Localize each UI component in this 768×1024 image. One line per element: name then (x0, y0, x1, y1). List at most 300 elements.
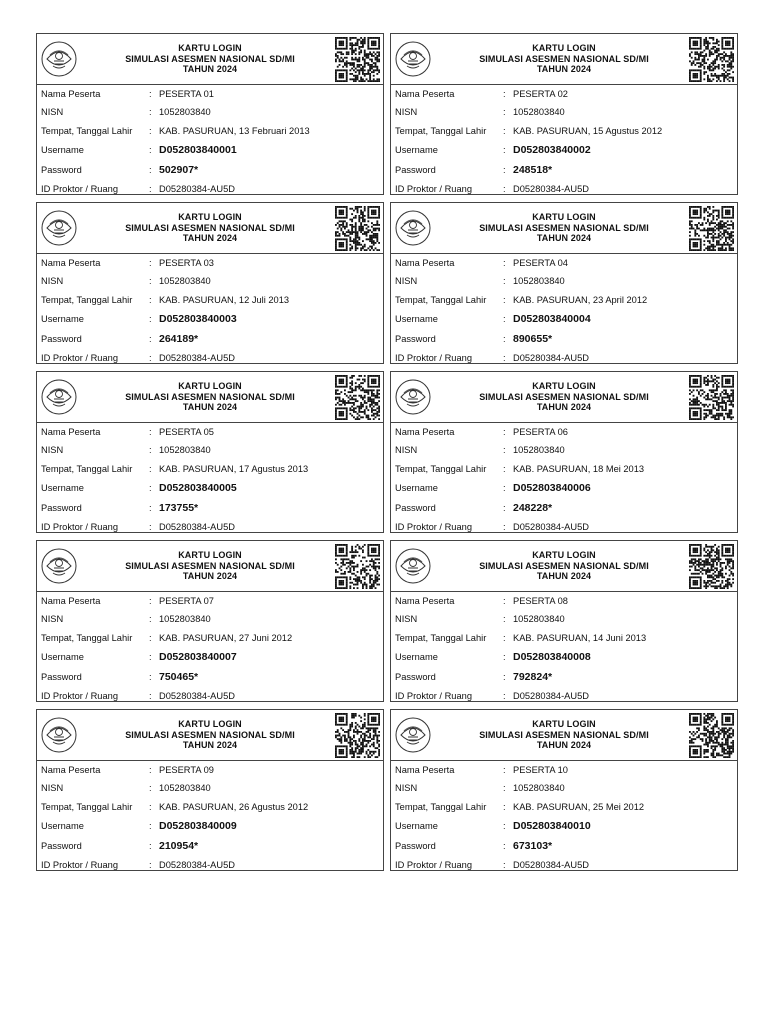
card-title-line1: KARTU LOGIN (178, 212, 242, 222)
label-nisn: NISN (395, 445, 418, 455)
value-tempat-tanggal-lahir: KAB. PASURUAN, 14 Juni 2013 (513, 633, 647, 643)
separator: : (503, 614, 506, 624)
field-password (395, 332, 733, 346)
card-title-line3: TAHUN 2024 (536, 64, 592, 74)
value-tempat-tanggal-lahir: KAB. PASURUAN, 23 April 2012 (513, 295, 648, 305)
card-title-line3: TAHUN 2024 (182, 402, 238, 412)
value-password: 248228* (513, 502, 553, 514)
separator: : (503, 445, 506, 455)
separator: : (149, 633, 152, 643)
card-title-line2: SIMULASI ASESMEN NASIONAL SD/MI (479, 729, 649, 740)
login-card (390, 371, 738, 533)
tut-wuri-handayani-logo-icon (41, 41, 77, 77)
field-nama-peserta (395, 425, 733, 439)
value-username: D052803840007 (159, 651, 237, 663)
field-nisn (395, 781, 733, 795)
field-username (41, 650, 379, 664)
label-nama-peserta: Nama Peserta (41, 89, 101, 99)
tut-wuri-handayani-logo-icon (395, 717, 431, 753)
card-title-line3: TAHUN 2024 (536, 571, 592, 581)
field-username (395, 819, 733, 833)
card-header (37, 203, 383, 254)
field-username (41, 312, 379, 326)
value-username: D052803840009 (159, 820, 237, 832)
field-nisn (395, 612, 733, 626)
field-id-proktor-ruang (41, 351, 379, 365)
label-id-proktor-ruang: ID Proktor / Ruang (41, 353, 118, 363)
field-tempat-tanggal-lahir (395, 293, 733, 307)
card-title (443, 719, 685, 751)
separator: : (149, 672, 152, 682)
separator: : (149, 483, 152, 493)
label-password: Password (395, 334, 436, 344)
label-username: Username (395, 314, 438, 324)
field-password (395, 163, 733, 177)
tut-wuri-handayani-logo-icon (395, 41, 431, 77)
field-nisn (41, 781, 379, 795)
value-tempat-tanggal-lahir: KAB. PASURUAN, 12 Juli 2013 (159, 295, 290, 305)
field-nisn (41, 105, 379, 119)
separator: : (149, 765, 152, 775)
separator: : (149, 165, 152, 175)
value-username: D052803840008 (513, 651, 591, 663)
label-password: Password (395, 672, 436, 682)
separator: : (149, 596, 152, 606)
qr-code-icon (335, 375, 380, 420)
separator: : (503, 522, 506, 532)
label-id-proktor-ruang: ID Proktor / Ruang (395, 353, 472, 363)
value-password: 750465* (159, 671, 199, 683)
separator: : (149, 614, 152, 624)
card-header (37, 710, 383, 761)
login-card (36, 202, 384, 364)
label-tempat-tanggal-lahir: Tempat, Tanggal Lahir (395, 633, 487, 643)
label-username: Username (41, 652, 84, 662)
field-username (41, 481, 379, 495)
label-nisn: NISN (41, 783, 64, 793)
separator: : (149, 295, 152, 305)
field-nama-peserta (395, 594, 733, 608)
value-id-proktor-ruang: D05280384-AU5D (159, 353, 235, 363)
field-username (395, 312, 733, 326)
card-title-line3: TAHUN 2024 (536, 740, 592, 750)
label-nisn: NISN (395, 276, 418, 286)
separator: : (149, 89, 152, 99)
label-id-proktor-ruang: ID Proktor / Ruang (395, 691, 472, 701)
label-nama-peserta: Nama Peserta (41, 765, 101, 775)
card-title-line3: TAHUN 2024 (182, 571, 238, 581)
card-title-line1: KARTU LOGIN (532, 381, 596, 391)
field-nama-peserta (41, 425, 379, 439)
card-title (89, 550, 331, 582)
field-password (395, 501, 733, 515)
label-password: Password (41, 503, 82, 513)
card-header (37, 372, 383, 423)
card-title-line1: KARTU LOGIN (532, 719, 596, 729)
value-nisn: 1052803840 (159, 276, 211, 286)
label-nama-peserta: Nama Peserta (41, 258, 101, 268)
field-password (395, 839, 733, 853)
value-id-proktor-ruang: D05280384-AU5D (513, 184, 589, 194)
field-password (41, 163, 379, 177)
separator: : (503, 596, 506, 606)
separator: : (503, 464, 506, 474)
field-password (41, 839, 379, 853)
qr-code-icon (335, 544, 380, 589)
field-id-proktor-ruang (395, 858, 733, 872)
card-title-line1: KARTU LOGIN (178, 43, 242, 53)
label-id-proktor-ruang: ID Proktor / Ruang (41, 184, 118, 194)
label-id-proktor-ruang: ID Proktor / Ruang (41, 691, 118, 701)
card-title-line2: SIMULASI ASESMEN NASIONAL SD/MI (125, 222, 295, 233)
value-username: D052803840005 (159, 482, 237, 494)
login-card (390, 709, 738, 871)
tut-wuri-handayani-logo-icon (41, 379, 77, 415)
label-nisn: NISN (395, 783, 418, 793)
card-title-line3: TAHUN 2024 (182, 740, 238, 750)
value-password: 792824* (513, 671, 553, 683)
tut-wuri-handayani-logo-icon (395, 548, 431, 584)
separator: : (503, 821, 506, 831)
field-password (41, 332, 379, 346)
label-nisn: NISN (41, 614, 64, 624)
qr-code-icon (335, 713, 380, 758)
separator: : (149, 314, 152, 324)
field-tempat-tanggal-lahir (41, 631, 379, 645)
separator: : (503, 691, 506, 701)
field-password (395, 670, 733, 684)
value-tempat-tanggal-lahir: KAB. PASURUAN, 25 Mei 2012 (513, 802, 645, 812)
value-password: 210954* (159, 840, 199, 852)
separator: : (149, 126, 152, 136)
card-title-line2: SIMULASI ASESMEN NASIONAL SD/MI (479, 391, 649, 402)
label-nisn: NISN (41, 445, 64, 455)
field-tempat-tanggal-lahir (395, 462, 733, 476)
label-nama-peserta: Nama Peserta (41, 427, 101, 437)
field-id-proktor-ruang (41, 858, 379, 872)
separator: : (503, 802, 506, 812)
label-password: Password (395, 841, 436, 851)
separator: : (503, 107, 506, 117)
card-header (391, 372, 737, 423)
card-header (37, 34, 383, 85)
value-username: D052803840010 (513, 820, 591, 832)
separator: : (503, 276, 506, 286)
value-nisn: 1052803840 (513, 276, 565, 286)
value-nama-peserta: PESERTA 09 (159, 765, 214, 775)
field-nama-peserta (41, 594, 379, 608)
field-tempat-tanggal-lahir (41, 800, 379, 814)
field-nisn (395, 105, 733, 119)
separator: : (503, 841, 506, 851)
value-password: 890655* (513, 333, 553, 345)
field-id-proktor-ruang (395, 689, 733, 703)
card-title (443, 43, 685, 75)
field-username (395, 481, 733, 495)
separator: : (503, 295, 506, 305)
label-nisn: NISN (41, 276, 64, 286)
card-title-line2: SIMULASI ASESMEN NASIONAL SD/MI (479, 560, 649, 571)
separator: : (149, 522, 152, 532)
card-header (391, 710, 737, 761)
value-nama-peserta: PESERTA 05 (159, 427, 214, 437)
field-password (41, 670, 379, 684)
field-nisn (41, 274, 379, 288)
separator: : (503, 652, 506, 662)
value-username: D052803840002 (513, 144, 591, 156)
value-id-proktor-ruang: D05280384-AU5D (513, 691, 589, 701)
card-title (89, 212, 331, 244)
qr-code-icon (689, 206, 734, 251)
field-nama-peserta (41, 256, 379, 270)
label-tempat-tanggal-lahir: Tempat, Tanggal Lahir (41, 633, 133, 643)
value-tempat-tanggal-lahir: KAB. PASURUAN, 27 Juni 2012 (159, 633, 293, 643)
value-id-proktor-ruang: D05280384-AU5D (159, 691, 235, 701)
label-id-proktor-ruang: ID Proktor / Ruang (41, 860, 118, 870)
field-username (41, 819, 379, 833)
label-tempat-tanggal-lahir: Tempat, Tanggal Lahir (395, 802, 487, 812)
field-username (41, 143, 379, 157)
card-title (89, 43, 331, 75)
login-card (390, 33, 738, 195)
tut-wuri-handayani-logo-icon (395, 210, 431, 246)
field-tempat-tanggal-lahir (41, 462, 379, 476)
separator: : (149, 841, 152, 851)
label-nisn: NISN (395, 107, 418, 117)
field-nisn (395, 443, 733, 457)
separator: : (503, 860, 506, 870)
label-password: Password (395, 165, 436, 175)
separator: : (503, 334, 506, 344)
value-password: 248518* (513, 164, 553, 176)
card-title-line1: KARTU LOGIN (532, 550, 596, 560)
card-title-line1: KARTU LOGIN (532, 43, 596, 53)
field-nisn (41, 612, 379, 626)
value-id-proktor-ruang: D05280384-AU5D (513, 522, 589, 532)
card-title-line2: SIMULASI ASESMEN NASIONAL SD/MI (125, 53, 295, 64)
card-title (443, 550, 685, 582)
card-title-line2: SIMULASI ASESMEN NASIONAL SD/MI (125, 560, 295, 571)
value-password: 173755* (159, 502, 199, 514)
separator: : (149, 445, 152, 455)
field-username (395, 650, 733, 664)
value-username: D052803840001 (159, 144, 237, 156)
separator: : (503, 633, 506, 643)
value-id-proktor-ruang: D05280384-AU5D (513, 353, 589, 363)
separator: : (149, 802, 152, 812)
separator: : (503, 672, 506, 682)
value-username: D052803840003 (159, 313, 237, 325)
card-header (391, 34, 737, 85)
tut-wuri-handayani-logo-icon (41, 210, 77, 246)
card-title-line1: KARTU LOGIN (532, 212, 596, 222)
separator: : (503, 165, 506, 175)
login-card (390, 202, 738, 364)
separator: : (503, 145, 506, 155)
field-tempat-tanggal-lahir (41, 293, 379, 307)
value-nisn: 1052803840 (513, 783, 565, 793)
label-username: Username (395, 821, 438, 831)
tut-wuri-handayani-logo-icon (41, 717, 77, 753)
value-tempat-tanggal-lahir: KAB. PASURUAN, 26 Agustus 2012 (159, 802, 309, 812)
label-nama-peserta: Nama Peserta (395, 765, 455, 775)
separator: : (149, 691, 152, 701)
separator: : (503, 427, 506, 437)
card-title-line2: SIMULASI ASESMEN NASIONAL SD/MI (479, 222, 649, 233)
separator: : (149, 353, 152, 363)
value-id-proktor-ruang: D05280384-AU5D (159, 860, 235, 870)
field-tempat-tanggal-lahir (41, 124, 379, 138)
field-id-proktor-ruang (395, 182, 733, 196)
separator: : (503, 483, 506, 493)
label-nisn: NISN (41, 107, 64, 117)
field-id-proktor-ruang (41, 182, 379, 196)
label-nama-peserta: Nama Peserta (395, 258, 455, 268)
label-tempat-tanggal-lahir: Tempat, Tanggal Lahir (395, 464, 487, 474)
value-nama-peserta: PESERTA 10 (513, 765, 568, 775)
card-title-line3: TAHUN 2024 (536, 402, 592, 412)
label-tempat-tanggal-lahir: Tempat, Tanggal Lahir (41, 464, 133, 474)
field-nama-peserta (395, 256, 733, 270)
label-nama-peserta: Nama Peserta (395, 89, 455, 99)
card-header (391, 203, 737, 254)
card-title-line1: KARTU LOGIN (178, 550, 242, 560)
separator: : (149, 184, 152, 194)
separator: : (149, 821, 152, 831)
value-nisn: 1052803840 (513, 107, 565, 117)
value-id-proktor-ruang: D05280384-AU5D (159, 522, 235, 532)
qr-code-icon (689, 375, 734, 420)
login-card-sheet (36, 33, 738, 871)
label-password: Password (41, 841, 82, 851)
card-title (443, 212, 685, 244)
field-tempat-tanggal-lahir (395, 124, 733, 138)
label-id-proktor-ruang: ID Proktor / Ruang (395, 522, 472, 532)
qr-code-icon (689, 713, 734, 758)
separator: : (149, 783, 152, 793)
field-password (41, 501, 379, 515)
value-nisn: 1052803840 (159, 783, 211, 793)
value-id-proktor-ruang: D05280384-AU5D (513, 860, 589, 870)
separator: : (503, 258, 506, 268)
card-title (89, 381, 331, 413)
label-username: Username (395, 652, 438, 662)
separator: : (149, 258, 152, 268)
value-nama-peserta: PESERTA 04 (513, 258, 568, 268)
login-card (36, 540, 384, 702)
separator: : (149, 503, 152, 513)
qr-code-icon (689, 544, 734, 589)
value-nama-peserta: PESERTA 02 (513, 89, 568, 99)
card-title-line3: TAHUN 2024 (182, 64, 238, 74)
separator: : (503, 353, 506, 363)
card-header (391, 541, 737, 592)
value-nisn: 1052803840 (159, 445, 211, 455)
separator: : (503, 783, 506, 793)
label-nama-peserta: Nama Peserta (395, 427, 455, 437)
login-card (36, 709, 384, 871)
card-title (443, 381, 685, 413)
value-nama-peserta: PESERTA 03 (159, 258, 214, 268)
field-nisn (395, 274, 733, 288)
field-nama-peserta (41, 763, 379, 777)
label-tempat-tanggal-lahir: Tempat, Tanggal Lahir (395, 295, 487, 305)
value-nisn: 1052803840 (513, 445, 565, 455)
field-tempat-tanggal-lahir (395, 631, 733, 645)
separator: : (503, 126, 506, 136)
field-tempat-tanggal-lahir (395, 800, 733, 814)
value-nama-peserta: PESERTA 08 (513, 596, 568, 606)
label-id-proktor-ruang: ID Proktor / Ruang (395, 184, 472, 194)
value-tempat-tanggal-lahir: KAB. PASURUAN, 18 Mei 2013 (513, 464, 645, 474)
label-nisn: NISN (395, 614, 418, 624)
separator: : (149, 860, 152, 870)
label-tempat-tanggal-lahir: Tempat, Tanggal Lahir (41, 126, 133, 136)
label-nama-peserta: Nama Peserta (41, 596, 101, 606)
card-title-line1: KARTU LOGIN (178, 719, 242, 729)
login-card (390, 540, 738, 702)
separator: : (503, 314, 506, 324)
label-username: Username (41, 314, 84, 324)
separator: : (149, 334, 152, 344)
label-id-proktor-ruang: ID Proktor / Ruang (41, 522, 118, 532)
separator: : (503, 503, 506, 513)
separator: : (503, 184, 506, 194)
value-tempat-tanggal-lahir: KAB. PASURUAN, 17 Agustus 2013 (159, 464, 309, 474)
card-title-line3: TAHUN 2024 (182, 233, 238, 243)
label-username: Username (395, 145, 438, 155)
tut-wuri-handayani-logo-icon (395, 379, 431, 415)
field-nama-peserta (395, 87, 733, 101)
value-tempat-tanggal-lahir: KAB. PASURUAN, 13 Februari 2013 (159, 126, 310, 136)
field-nama-peserta (395, 763, 733, 777)
field-nisn (41, 443, 379, 457)
card-title-line2: SIMULASI ASESMEN NASIONAL SD/MI (479, 53, 649, 64)
label-username: Username (395, 483, 438, 493)
value-tempat-tanggal-lahir: KAB. PASURUAN, 15 Agustus 2012 (513, 126, 663, 136)
separator: : (503, 89, 506, 99)
field-id-proktor-ruang (41, 689, 379, 703)
field-username (395, 143, 733, 157)
label-password: Password (41, 672, 82, 682)
card-title-line3: TAHUN 2024 (536, 233, 592, 243)
label-password: Password (41, 165, 82, 175)
value-username: D052803840004 (513, 313, 591, 325)
field-id-proktor-ruang (41, 520, 379, 534)
separator: : (503, 765, 506, 775)
label-tempat-tanggal-lahir: Tempat, Tanggal Lahir (41, 295, 133, 305)
separator: : (149, 276, 152, 286)
value-nisn: 1052803840 (159, 107, 211, 117)
separator: : (149, 145, 152, 155)
label-tempat-tanggal-lahir: Tempat, Tanggal Lahir (395, 126, 487, 136)
value-password: 264189* (159, 333, 199, 345)
label-id-proktor-ruang: ID Proktor / Ruang (395, 860, 472, 870)
tut-wuri-handayani-logo-icon (41, 548, 77, 584)
label-nama-peserta: Nama Peserta (395, 596, 455, 606)
value-nisn: 1052803840 (159, 614, 211, 624)
field-nama-peserta (41, 87, 379, 101)
separator: : (149, 652, 152, 662)
card-title-line2: SIMULASI ASESMEN NASIONAL SD/MI (125, 391, 295, 402)
qr-code-icon (689, 37, 734, 82)
field-id-proktor-ruang (395, 351, 733, 365)
value-password: 673103* (513, 840, 553, 852)
separator: : (149, 427, 152, 437)
value-nama-peserta: PESERTA 01 (159, 89, 214, 99)
value-password: 502907* (159, 164, 199, 176)
value-nisn: 1052803840 (513, 614, 565, 624)
